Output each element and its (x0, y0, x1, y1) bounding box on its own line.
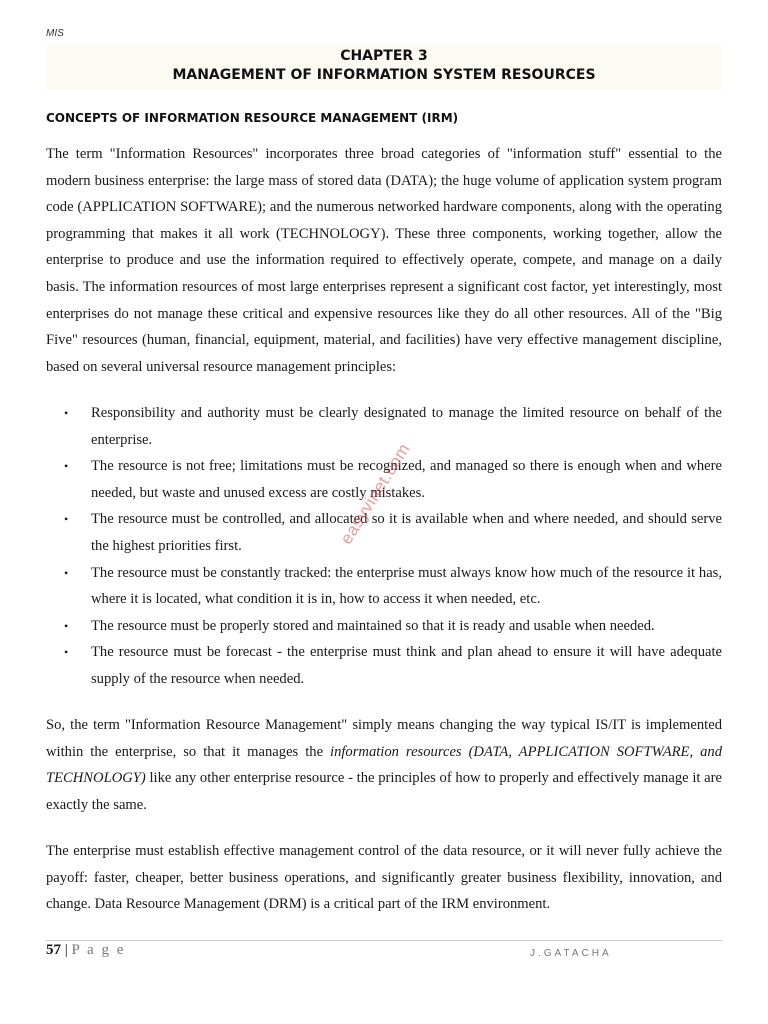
list-item-text: The resource must be properly stored and maintained so that it is ready and usable when needed. (91, 617, 655, 634)
bullet-icon: • (64, 618, 69, 633)
watermark: easyvinet.com (336, 439, 414, 548)
list-item (46, 560, 722, 613)
list-item-text: Responsibility and authority must be clearly designated to manage the limited resource on behalf of the enterprise. (91, 405, 722, 448)
footer-author: J.GATACHA (530, 948, 612, 959)
bullet-icon: • (64, 406, 69, 420)
list-item-text: The resource must be forecast - the enterprise must think and plan ahead to ensure it will have adequate supply of the resource when needed. (91, 644, 722, 687)
footer-divider (46, 940, 722, 941)
section-heading: CONCEPTS OF INFORMATION RESOURCE MANAGEMENT (IRM) (46, 111, 459, 125)
irm-text-start: So, the term "Information Resource Management" simply means changing the way typical IS/IT is implemented within the enterprise, so that it manages the (46, 717, 722, 760)
drm-paragraph: The enterprise must establish effective management control of the data resource, or it will never fully achieve the payoff: faster, cheaper, better business operations, and significantly greater business flexibility, innovation, and change. Data Resource Management (DRM) is a critical part of the IRM environment. (46, 843, 722, 913)
footer-page-number (46, 942, 125, 959)
header-label: MIS (46, 28, 64, 39)
bullet-icon: • (64, 512, 69, 527)
page-separator: | (61, 942, 72, 958)
list-item (46, 613, 722, 640)
intro-paragraph: The term "Information Resources" incorporates three broad categories of "information stuff" essential to the modern business enterprise: the large mass of stored data (DATA); the huge volume of application system program code (APPLICATION SOFTWARE); and the numerous networked hardware components, along with the operating programming that makes it all work (TECHNOLOGY). These three components, working together, allow the enterprise to produce and use the information required to effectively operate, compete, and manage on a daily basis. The information resources of most large enterprises represent a significant cost factor, yet interestingly, most enterprises do not manage these critical and expensive resources like they do all other resources. All of the "Big Five" resources (human, financial, equipment, material, and facilities) have very effective management discipline, based on several universal resource management principles: (46, 146, 722, 375)
irm-text-emphasis: information resources (DATA, APPLICATION SOFTWARE, and TECHNOLOGY) (46, 743, 722, 787)
chapter-title: MANAGEMENT OF INFORMATION SYSTEM RESOURCES (172, 67, 596, 83)
list-item (46, 639, 722, 692)
irm-text-end: like any other enterprise resource - the principles of how to properly and effectively manage it are exactly the same. (46, 770, 722, 813)
list-item (46, 400, 722, 453)
list-item-text: The resource must be constantly tracked: the enterprise must always know how much of the resource it has, where it is located, what condition it is in, how to access it when needed, etc. (91, 564, 722, 608)
chapter-title-block (46, 44, 722, 90)
page-number: 57 (46, 942, 61, 958)
chapter-number: CHAPTER 3 (340, 48, 428, 64)
list-item-text: The resource must be controlled, and allocated so it is available when and where needed, and should serve the highest priorities first. (91, 511, 722, 554)
bullet-icon: • (64, 645, 69, 660)
bullet-icon: • (64, 459, 69, 474)
list-item-text: The resource is not free; limitations must be recognized, and managed so there is enough when and where needed, but waste and unused excess are costly mistakes. (91, 458, 722, 501)
list-item (46, 453, 722, 506)
principles-list (46, 400, 722, 693)
irm-paragraph (46, 712, 722, 818)
page-label: P a g e (71, 942, 126, 958)
bullet-icon: • (64, 565, 69, 580)
list-item (46, 506, 722, 559)
